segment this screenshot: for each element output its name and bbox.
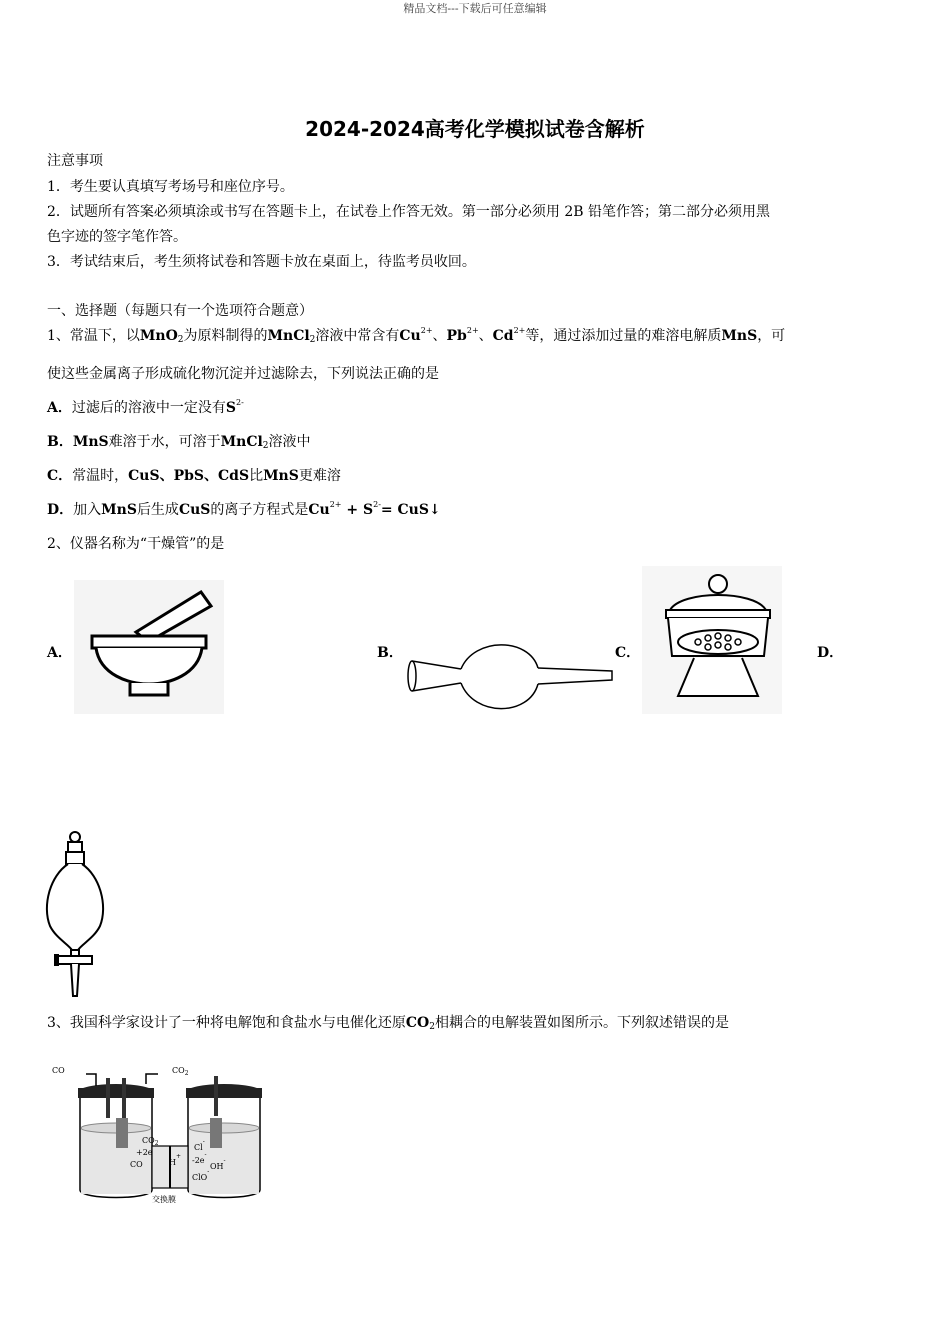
question-1-stem: 1、常温下，以MnO$_2$为原料制得的MnCl$_2$溶液中常含有$Cu^{2+}$、$Pb^{2+}$、$Cd^{2+}$等，通过添加过量的难溶电解质MnS，可: [47, 326, 786, 345]
mortar-pestle-figure: [74, 580, 224, 714]
left-co2-label: $CO_2$: [142, 1136, 159, 1147]
question-3-stem: 3、我国科学家设计了一种将电解饱和食盐水与电催化还原$CO_2$相耦合的电解装置如图所示。下列叙述错误的是: [47, 1015, 729, 1032]
question-2-label-c: C．: [615, 645, 641, 661]
question-1-option-c: C．常温时，CuS、PbS、CdS比MnS更难溶: [47, 468, 341, 484]
question-1-stem-cont: 使这些金属离子形成硫化物沉淀并过滤除去，下列说法正确的是: [47, 366, 439, 382]
question-2-label-b: B．: [377, 645, 403, 661]
left-co-product-label: CO: [130, 1160, 143, 1169]
notice-item-2: 2．试题所有答案必须填涂或书写在答题卡上，在试卷上作答无效。第一部分必须用 2B 铅笔作答；第二部分必须用黑: [47, 204, 770, 220]
notice-heading: 注意事项: [47, 153, 103, 169]
question-2-label-d: D．: [817, 645, 844, 661]
co-outlet-label: CO: [52, 1066, 65, 1075]
right-cl-label: Cl-: [194, 1138, 205, 1152]
right-clo-label: ClO-: [192, 1168, 210, 1182]
question-2-label-a: A．: [47, 645, 72, 661]
h-plus-label: H+: [169, 1153, 182, 1167]
page-title: 2024-2024高考化学模拟试卷含解析: [305, 117, 645, 141]
question-1-option-a: A．过滤后的溶液中一定没有$S^{2-}$: [47, 398, 244, 416]
notice-item-3: 3．考试结束后，考生须将试卷和答题卡放在桌面上，待监考员收回。: [47, 254, 476, 270]
membrane-label: 交换膜: [152, 1195, 176, 1204]
page-header-watermark: 精品文档---下载后可任意编辑: [403, 2, 547, 15]
left-reduction-label: +2e-: [136, 1143, 155, 1157]
desiccator-figure: [642, 566, 782, 714]
notice-item-2-cont: 色字迹的签字笔作答。: [47, 229, 187, 245]
question-1-option-b: B．MnS难溶于水，可溶于MnCl$_2$溶液中: [47, 434, 311, 451]
section-heading: 一、选择题（每题只有一个选项符合题意）: [47, 303, 313, 319]
question-2-stem: 2、仪器名称为“干燥管”的是: [47, 536, 225, 552]
electrolysis-apparatus-figure: [46, 1064, 276, 1214]
right-oxidation-label: -2e-: [192, 1151, 207, 1165]
drying-tube-figure: [404, 632, 616, 714]
notice-item-1: 1．考生要认真填写考场号和座位序号。: [47, 179, 294, 195]
co2-inlet-label: $CO_2$: [172, 1066, 189, 1077]
right-oh-label: OH-: [210, 1157, 226, 1171]
separatory-funnel-figure: [40, 826, 120, 998]
question-1-option-d: D．加入MnS后生成CuS的离子方程式是$Cu^{2+} + S^{2-}=$ CuS↓: [47, 500, 441, 518]
